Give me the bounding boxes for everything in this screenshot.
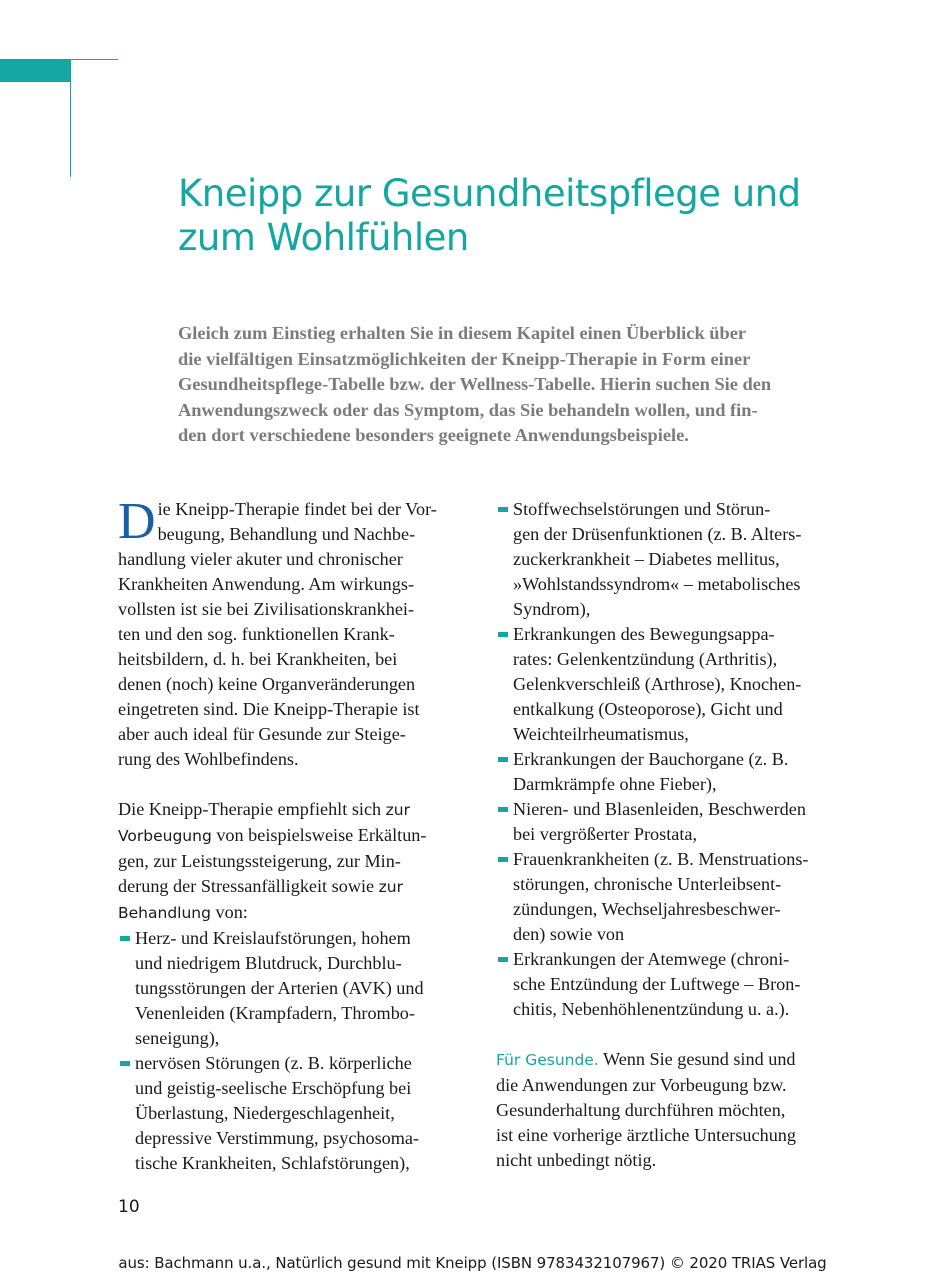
text-line: Weichteilrheumatismus,	[513, 724, 689, 744]
list-item	[496, 747, 856, 797]
text-line: Erkrankungen der Atemwege (chroni-	[513, 949, 790, 969]
text-line: sche Entzündung der Luftwege – Bron-	[513, 974, 801, 994]
keyword: Behandlung	[118, 904, 211, 922]
text-run: Wenn Sie gesund sind und	[598, 1049, 796, 1069]
text-line	[118, 900, 463, 926]
text-line: eingetreten sind. Die Kneipp-Therapie ist	[118, 699, 420, 719]
bullet-list-left	[118, 926, 463, 1176]
text-line: Überlastung, Niedergeschlagenheit,	[135, 1103, 395, 1123]
text-line: seneigung),	[135, 1028, 220, 1048]
drop-cap: D	[118, 493, 156, 550]
text-line	[118, 823, 463, 849]
dash-bullet-icon	[498, 857, 508, 862]
text-line: »Wohlstandssyndrom« – metabolisches	[513, 574, 801, 594]
text-line: nervösen Störungen (z. B. körperliche	[135, 1053, 412, 1073]
keyword: zur	[385, 801, 411, 819]
text-line: Stoffwechselstörungen und Störun-	[513, 499, 771, 519]
text-run: derung der Stressanfälligkeit sowie	[118, 876, 379, 896]
text-line: nicht unbedingt nötig.	[496, 1150, 657, 1170]
text-line: gen der Drüsenfunktionen (z. B. Alters-	[513, 524, 802, 544]
text-line: entkalkung (Osteoporose), Gicht und	[513, 699, 783, 719]
paragraph-healthy	[496, 1047, 856, 1173]
text-line: zuckerkrankheit – Diabetes mellitus,	[513, 549, 780, 569]
paragraph-usage	[118, 797, 463, 926]
text-line: tungsstörungen der Arterien (AVK) und	[135, 978, 424, 998]
text-line: Frauenkrankheiten (z. B. Menstruations-	[513, 849, 809, 869]
paragraph-gap	[118, 772, 463, 797]
dash-bullet-icon	[498, 507, 508, 512]
text-line: zündungen, Wechseljahresbeschwer-	[513, 899, 781, 919]
intro-line: Anwendungszweck oder das Symptom, das Sie behandeln wollen, und fin-	[178, 399, 758, 420]
text-line: die Anwendungen zur Vorbeugung bzw.	[496, 1075, 787, 1095]
text-line: gen, zur Leistungssteigerung, zur Min-	[118, 851, 401, 871]
keyword: zur	[378, 878, 403, 896]
text-run: von:	[210, 902, 248, 922]
keyword: Vorbeugung	[118, 827, 212, 845]
chapter-title-line: zum Wohlfühlen	[178, 216, 469, 259]
text-line: und niedrigem Blutdruck, Durchblu-	[135, 953, 402, 973]
text-line	[118, 874, 463, 900]
dash-bullet-icon	[498, 632, 508, 637]
chapter-intro	[178, 321, 858, 449]
text-line: tische Krankheiten, Schlafstörungen),	[135, 1153, 410, 1173]
text-line: Erkrankungen des Bewegungsappa-	[513, 624, 775, 644]
list-item	[496, 497, 856, 622]
dash-bullet-icon	[120, 1061, 130, 1066]
text-line: den) sowie von	[513, 924, 625, 944]
corner-accent-vline	[70, 82, 71, 177]
bullet-list-right	[496, 497, 856, 1022]
list-item	[496, 797, 856, 847]
list-item	[496, 622, 856, 747]
text-line: handlung vieler akuter und chronischer	[118, 549, 403, 569]
intro-line: die vielfältigen Einsatzmöglichkeiten der Kneipp-Therapie in Form einer	[178, 348, 751, 369]
dash-bullet-icon	[498, 957, 508, 962]
text-line: vollsten ist sie bei Zivilisationskrankhei-	[118, 599, 415, 619]
list-item	[496, 847, 856, 947]
dash-bullet-icon	[120, 936, 130, 941]
source-footer: aus: Bachmann u.a., Natürlich gesund mit Kneipp (ISBN 9783432107967) © 2020 TRIAS Verlag	[118, 1254, 827, 1272]
text-line: Nieren- und Blasenleiden, Beschwerden	[513, 799, 806, 819]
text-run: von beispielsweise Erkältun-	[211, 825, 427, 845]
text-line: Erkrankungen der Bauchorgane (z. B.	[513, 749, 789, 769]
intro-line: Gesundheitspflege-Tabelle bzw. der Wellness-Tabelle. Hierin suchen Sie den	[178, 374, 772, 394]
text-line: Herz- und Kreislaufstörungen, hohem	[135, 928, 411, 948]
page-number: 10	[118, 1197, 140, 1217]
dash-bullet-icon	[498, 807, 508, 812]
right-column	[496, 497, 856, 1173]
text-line	[118, 797, 463, 823]
text-line: ten und den sog. funktionellen Krank-	[118, 624, 395, 644]
text-line: aber auch ideal für Gesunde zur Steige-	[118, 724, 406, 744]
text-line: heitsbildern, d. h. bei Krankheiten, bei	[118, 649, 398, 669]
list-item	[118, 926, 463, 1051]
text-line: und geistig-seelische Erschöpfung bei	[135, 1078, 412, 1098]
text-line: Gesunderhaltung durchführen möchten,	[496, 1100, 786, 1120]
list-item	[496, 947, 856, 1022]
dash-bullet-icon	[498, 757, 508, 762]
text-line: Krankheiten Anwendung. Am wirkungs-	[118, 574, 415, 594]
text-line: rates: Gelenkentzündung (Arthritis),	[513, 649, 778, 669]
text-line: bei vergrößerter Prostata,	[513, 824, 697, 844]
list-item	[118, 1051, 463, 1176]
text-line	[496, 1047, 856, 1073]
chapter-title	[178, 172, 878, 260]
corner-accent-bar	[0, 59, 71, 82]
text-line: depressive Verstimmung, psychosoma-	[135, 1128, 420, 1148]
text-line: chitis, Nebenhöhlenentzündung u. a.).	[513, 999, 790, 1019]
text-line: Venenleiden (Krampfadern, Thrombo-	[135, 1003, 415, 1023]
text-line: beugung, Behandlung und Nachbe-	[157, 524, 416, 544]
text-line: Darmkrämpfe ohne Fieber),	[513, 774, 717, 794]
text-line: Gelenkverschleiß (Arthrose), Knochen-	[513, 674, 802, 694]
keyword-heading: Für Gesunde.	[496, 1051, 599, 1069]
corner-accent-hline	[71, 59, 118, 60]
text-line: ie Kneipp-Therapie findet bei der Vor-	[157, 499, 437, 519]
text-line: Syndrom),	[513, 599, 591, 619]
text-line: denen (noch) keine Organveränderungen	[118, 674, 416, 694]
text-line: rung des Wohlbefindens.	[118, 749, 299, 769]
paragraph-gap	[496, 1022, 856, 1047]
text-line: störungen, chronische Unterleibsent-	[513, 874, 782, 894]
intro-line: den dort verschiedene besonders geeignete Anwendungsbeispiele.	[178, 425, 689, 445]
text-line: ist eine vorherige ärztliche Untersuchung	[496, 1125, 796, 1145]
paragraph-intro	[118, 493, 463, 772]
left-column	[118, 493, 463, 1176]
intro-line: Gleich zum Einstieg erhalten Sie in diesem Kapitel einen Überblick über	[178, 323, 747, 343]
text-run: Die Kneipp-Therapie empfiehlt sich	[118, 799, 386, 819]
chapter-title-line: Kneipp zur Gesundheitspflege und	[178, 172, 801, 215]
